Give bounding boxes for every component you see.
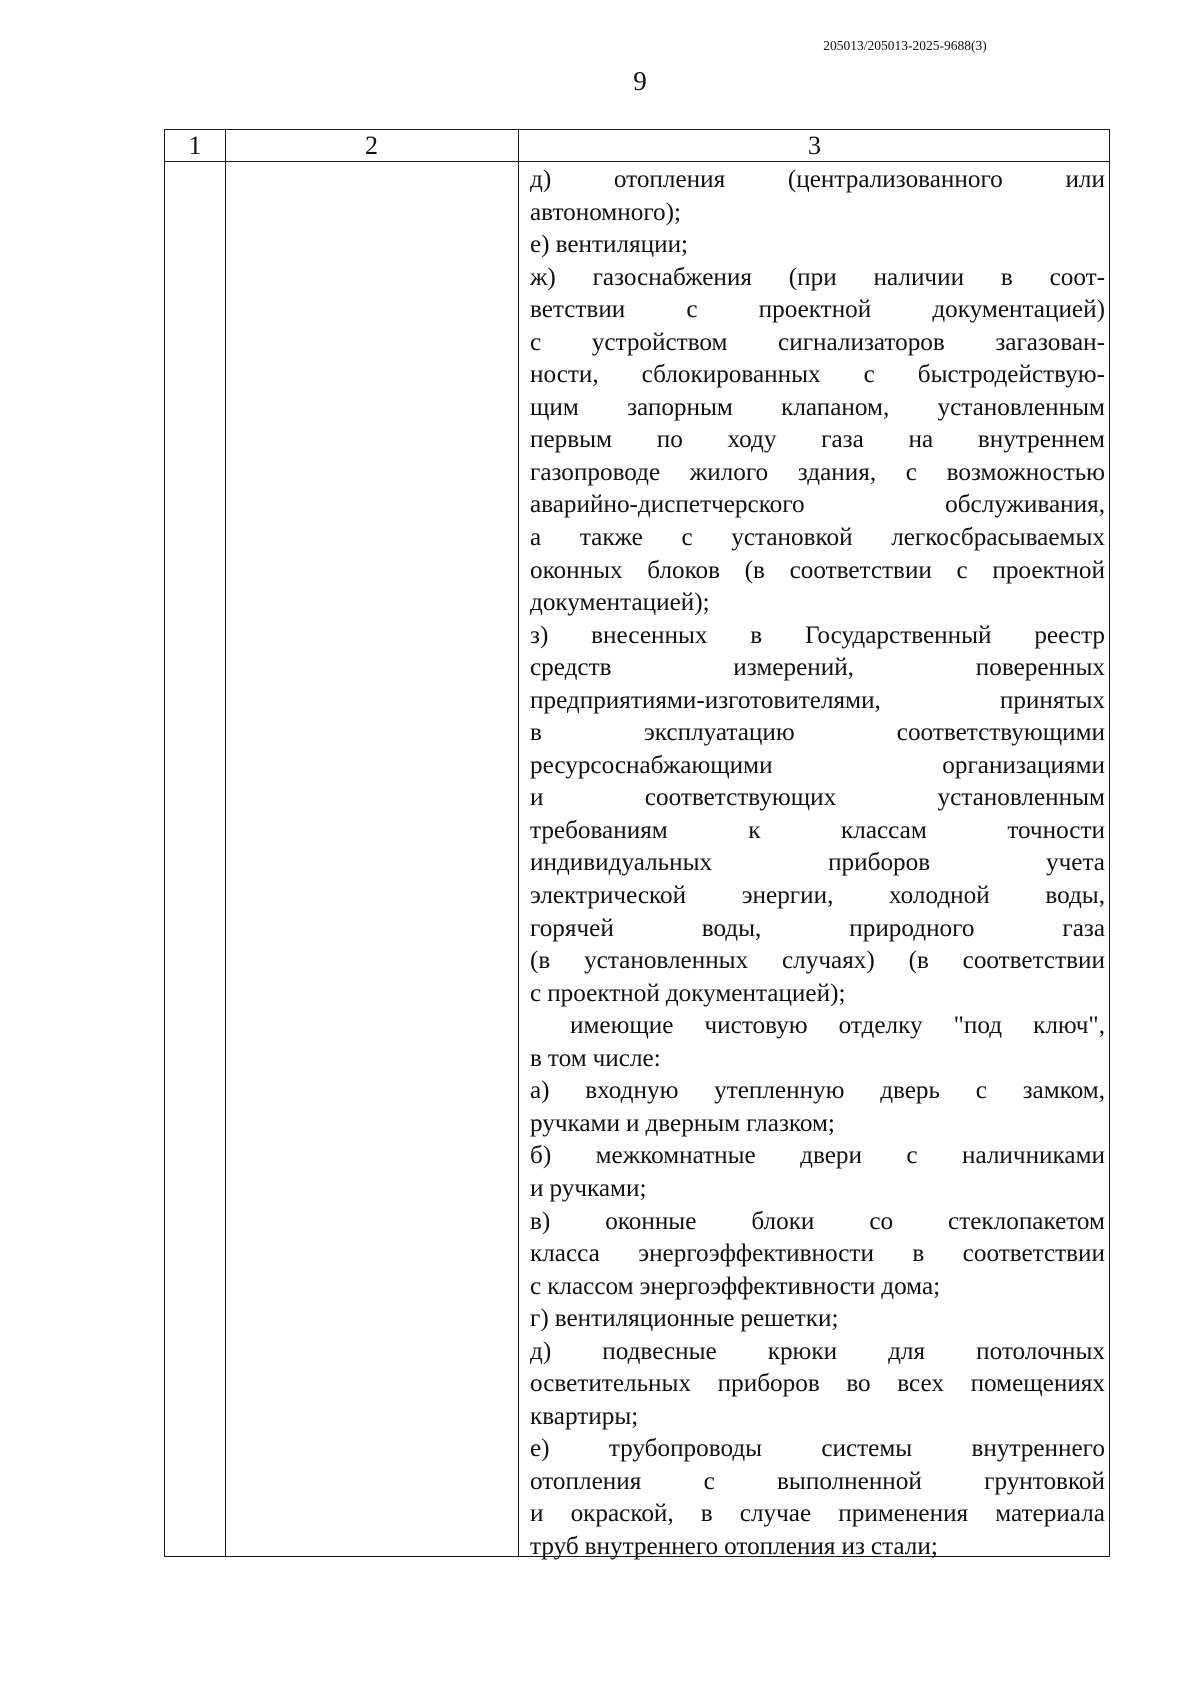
column-header-3: 3 (808, 131, 821, 160)
text-line: а также с установкой легкосбрасываемых (530, 524, 1105, 552)
column-3-content (530, 164, 1105, 1564)
text-line: в эксплуатацию соответствующими (530, 719, 1105, 747)
text-line: ности, сблокированных с быстродействую- (530, 361, 1105, 389)
text-line: ж) газоснабжения (при наличии в соот- (530, 263, 1105, 291)
column-header-1: 1 (188, 131, 202, 160)
text-line: горячей воды, природного газа (530, 914, 1105, 942)
page-number: 9 (633, 66, 647, 96)
text-line: индивидуальных приборов учета (530, 849, 1105, 877)
header-row-divider (165, 161, 1109, 162)
text-line: газопроводе жилого здания, с возможностью (530, 458, 1105, 486)
text-line: с проектной документацией); (530, 979, 846, 1007)
text-line: е) трубопроводы системы внутреннего (530, 1435, 1105, 1463)
text-line: з) внесенных в Государственный реестр (530, 621, 1105, 649)
text-line: класса энергоэффективности в соответствии (530, 1240, 1105, 1268)
column-divider-2 (518, 130, 519, 1556)
text-line: д) отопления (централизованного или (530, 166, 1105, 193)
text-line: в) оконные блоки со стеклопакетом (530, 1207, 1105, 1235)
text-line: средств измерений, поверенных (530, 654, 1105, 682)
text-line: ручками и дверным глазком; (530, 1109, 835, 1137)
document-id: 205013/205013-2025-9688(3) (823, 38, 987, 53)
text-line: ресурсоснабжающими организациями (530, 751, 1105, 779)
text-line: имеющие чистовую отделку "под ключ", (570, 1012, 1105, 1040)
column-divider-1 (225, 130, 226, 1556)
text-line: первым по ходу газа на внутреннем (530, 426, 1105, 454)
text-line: г) вентиляционные решетки; (530, 1305, 839, 1333)
text-line: (в установленных случаях) (в соответствии (530, 947, 1105, 975)
text-line: щим запорным клапаном, установленным (530, 393, 1105, 421)
content-table (164, 129, 1110, 1560)
text-line: аварийно-диспетчерского обслуживания, (530, 491, 1105, 519)
text-line: и соответствующих установленным (530, 784, 1105, 812)
text-line: с устройством сигнализаторов загазован- (530, 328, 1105, 356)
text-line: отопления с выполненной грунтовкой (530, 1467, 1105, 1495)
text-line: оконных блоков (в соответствии с проектной (530, 556, 1105, 584)
text-line: осветительных приборов во всех помещениях (530, 1370, 1105, 1398)
text-line: труб внутреннего отопления из стали; (530, 1532, 938, 1560)
text-line: ветствии с проектной документацией) (530, 296, 1105, 324)
text-line: а) входную утепленную дверь с замком, (530, 1077, 1105, 1105)
text-line: б) межкомнатные двери с наличниками (530, 1142, 1105, 1170)
text-line: документацией); (530, 589, 710, 617)
text-line: е) вентиляции; (530, 231, 689, 259)
text-line: с классом энергоэффективности дома; (530, 1272, 941, 1300)
text-line: электрической энергии, холодной воды, (530, 882, 1105, 910)
column-header-2: 2 (365, 131, 378, 160)
text-line: предприятиями-изготовителями, принятых (530, 686, 1105, 714)
text-line: требованиям к классам точности (530, 816, 1105, 844)
text-line: и ручками; (530, 1174, 647, 1202)
text-line: д) подвесные крюки для потолочных (530, 1337, 1105, 1365)
text-line: автономного); (530, 198, 682, 226)
text-line: в том числе: (530, 1044, 661, 1072)
text-line: квартиры; (530, 1402, 639, 1430)
text-line: и окраской, в случае применения материала (530, 1500, 1105, 1528)
